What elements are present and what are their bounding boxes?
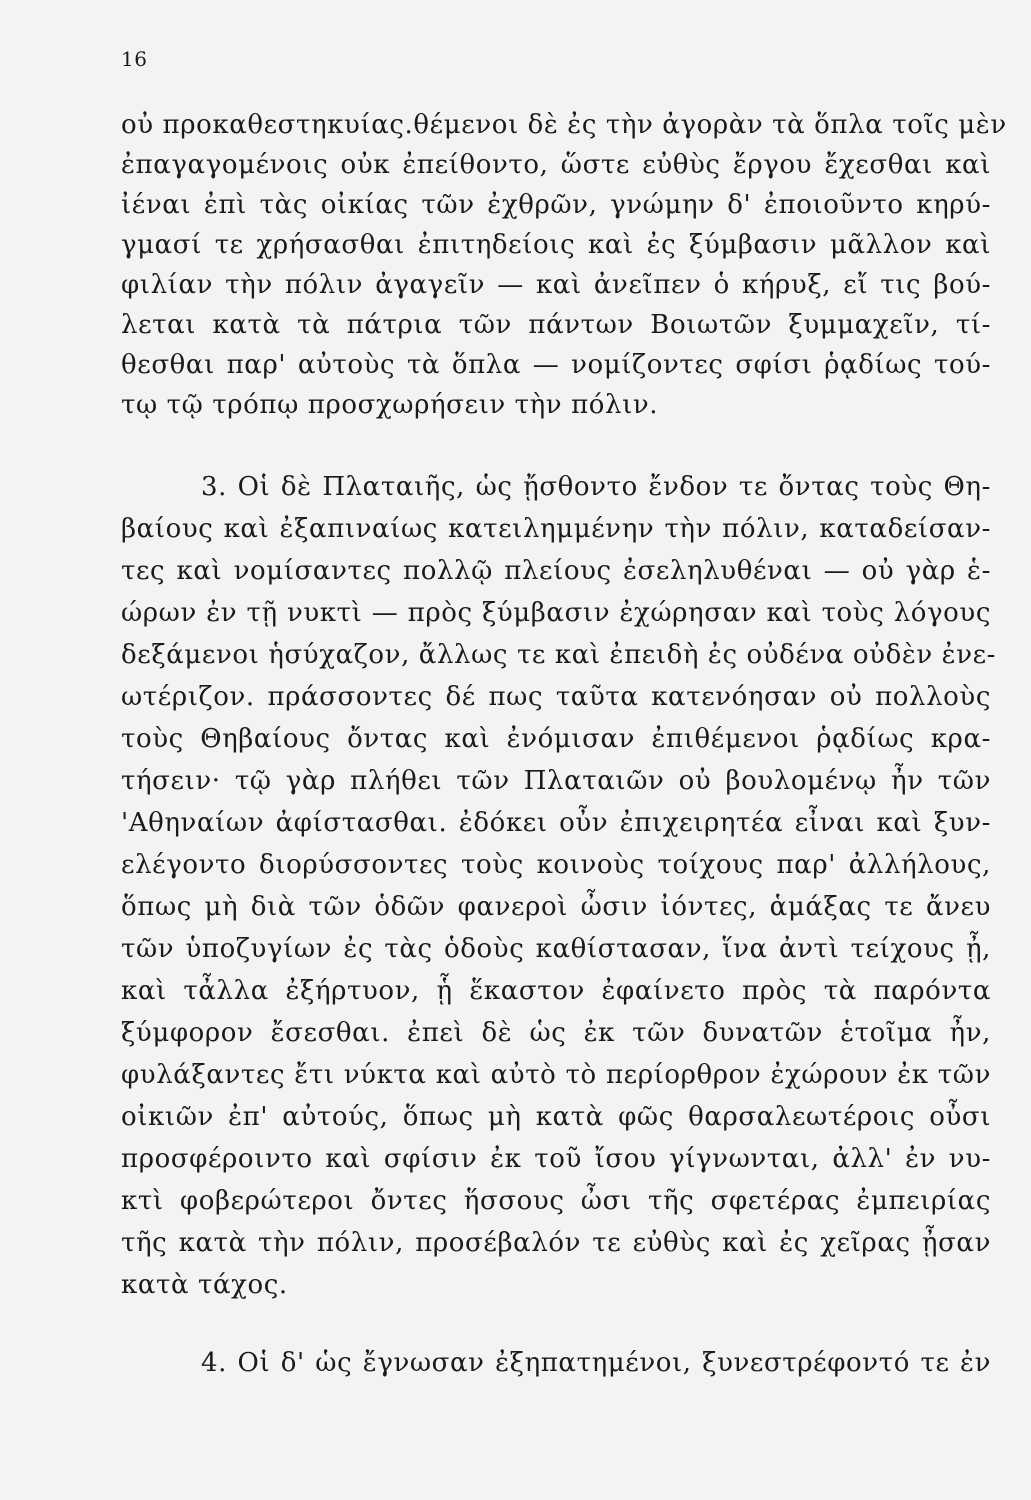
text-line: γμασί τε χρήσασθαι ἐπιτηδείοις καὶ ἐς ξύμβασιν μᾶλλον καὶ (121, 230, 991, 260)
text-line: δεξάμενοι ἡσύχαζον, ἄλλως τε καὶ ἐπειδὴ ἐς οὐδένα οὐδὲν ἐνε- (121, 640, 997, 670)
text-line: κατὰ τάχος. (121, 1270, 288, 1300)
text-line: τῆς κατὰ τὴν πόλιν, προσέβαλόν τε εὐθὺς καὶ ἐς χεῖρας ᾖσαν (121, 1228, 991, 1258)
text-line: φιλίαν τὴν πόλιν ἀγαγεῖν — καὶ ἀνεῖπεν ὁ κήρυξ, εἴ τις βού- (121, 270, 991, 300)
text-line: οὐ προκαθεστηκυίας.θέμενοι δὲ ἐς τὴν ἀγορὰν τὰ ὅπλα τοῖς μὲν (121, 110, 1007, 140)
text-line: ἰέναι ἐπὶ τὰς οἰκίας τῶν ἐχθρῶν, γνώμην δ' ἐποιοῦντο κηρύ- (121, 190, 991, 220)
text-line: 'Αθηναίων ἀφίστασθαι. ἐδόκει οὖν ἐπιχειρητέα εἶναι καὶ ξυν- (121, 808, 991, 838)
text-line: ωτέριζον. πράσσοντες δέ πως ταῦτα κατενόησαν οὐ πολλοὺς (121, 682, 991, 712)
text-line: τῶν ὑποζυγίων ἐς τὰς ὁδοὺς καθίστασαν, ἵνα ἀντὶ τείχους ᾖ, (121, 934, 991, 964)
text-line: ἐπαγαγομένοις οὐκ ἐπείθοντο, ὥστε εὐθὺς ἔργου ἔχεσθαι καὶ (121, 150, 991, 180)
section-opening-line: 4. Οἱ δ' ὡς ἔγνωσαν ἐξηπατημένοι, ξυνεστρέφοντό τε ἐν (201, 1348, 991, 1378)
text-line: θεσθαι παρ' αὐτοὺς τὰ ὅπλα — νομίζοντες σφίσι ῥᾳδίως τού- (121, 350, 991, 380)
text-line: καὶ τἆλλα ἐξήρτυον, ᾗ ἕκαστον ἐφαίνετο πρὸς τὰ παρόντα (121, 976, 991, 1006)
text-line: κτὶ φοβερώτεροι ὄντες ἥσσους ὦσι τῆς σφετέρας ἐμπειρίας (121, 1186, 991, 1216)
text-line: ξύμφορον ἔσεσθαι. ἐπεὶ δὲ ὡς ἐκ τῶν δυνατῶν ἑτοῖμα ἦν, (121, 1018, 991, 1048)
text-line: τῳ τῷ τρόπῳ προσχωρήσειν τὴν πόλιν. (121, 390, 659, 420)
text-line: φυλάξαντες ἔτι νύκτα καὶ αὐτὸ τὸ περίορθρον ἐχώρουν ἐκ τῶν (121, 1060, 991, 1090)
text-line: βαίους καὶ ἐξαπιναίως κατειλημμένην τὴν πόλιν, καταδείσαν- (121, 514, 991, 544)
text-line: τες καὶ νομίσαντες πολλῷ πλείους ἐσεληλυθέναι — οὐ γὰρ ἑ- (121, 556, 991, 586)
text-line: ὅπως μὴ διὰ τῶν ὁδῶν φανεροὶ ὦσιν ἰόντες, ἁμάξας τε ἄνευ (121, 892, 991, 922)
text-line: προσφέροιντο καὶ σφίσιν ἐκ τοῦ ἴσου γίγνωνται, ἀλλ' ἐν νυ- (121, 1144, 991, 1174)
text-line: τοὺς Θηβαίους ὄντας καὶ ἐνόμισαν ἐπιθέμενοι ῥᾳδίως κρα- (121, 724, 991, 754)
page-number: 16 (121, 47, 148, 71)
section-opening-line: 3. Οἱ δὲ Πλαταιῆς, ὡς ᾔσθοντο ἔνδον τε ὄντας τοὺς Θη- (201, 472, 991, 502)
text-line: οἰκιῶν ἐπ' αὐτούς, ὅπως μὴ κατὰ φῶς θαρσαλεωτέροις οὖσι (121, 1102, 991, 1132)
text-line: τήσειν· τῷ γὰρ πλήθει τῶν Πλαταιῶν οὐ βουλομένῳ ἦν τῶν (121, 766, 991, 796)
text-line: λεται κατὰ τὰ πάτρια τῶν πάντων Βοιωτῶν ξυμμαχεῖν, τί- (121, 310, 991, 340)
text-line: ώρων ἐν τῇ νυκτὶ — πρὸς ξύμβασιν ἐχώρησαν καὶ τοὺς λόγους (121, 598, 991, 628)
text-line: ελέγοντο διορύσσοντες τοὺς κοινοὺς τοίχους παρ' ἀλλήλους, (121, 850, 991, 880)
